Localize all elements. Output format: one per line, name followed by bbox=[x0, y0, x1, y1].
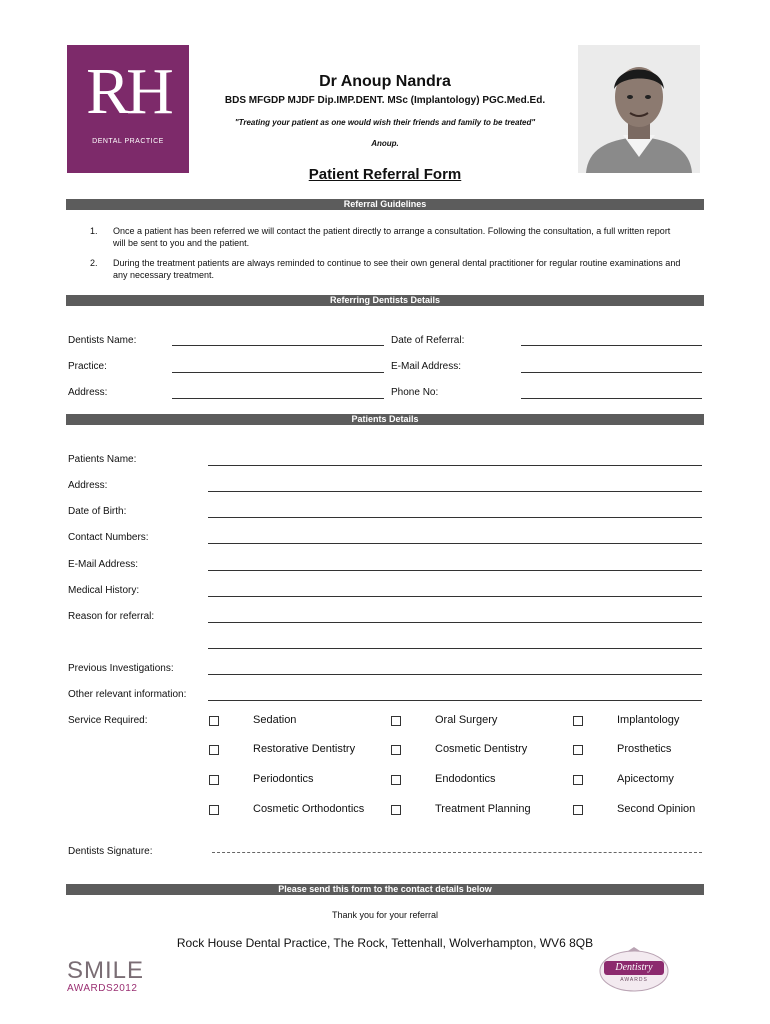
restorative-dentistry-label: Restorative Dentistry bbox=[253, 743, 356, 755]
dentist-address-field[interactable] bbox=[172, 398, 384, 399]
treatment-planning-checkbox[interactable] bbox=[391, 805, 401, 815]
cosmetic-dentistry-label: Cosmetic Dentistry bbox=[435, 743, 528, 755]
dentistry-awards-sub: AWARDS bbox=[620, 977, 648, 983]
logo-letters: RH bbox=[86, 55, 170, 128]
prosthetics-label: Prosthetics bbox=[617, 743, 672, 755]
guideline-2-number: 2. bbox=[90, 258, 98, 268]
patient-name-label: Patients Name: bbox=[68, 454, 137, 465]
other-info-label: Other relevant information: bbox=[68, 689, 187, 700]
prosthetics-checkbox[interactable] bbox=[573, 745, 583, 755]
other-info-field[interactable] bbox=[208, 700, 702, 701]
practice-address: Rock House Dental Practice, The Rock, Tettenhall, Wolverhampton, WV6 8QB bbox=[176, 936, 594, 950]
thank-you-note: Thank you for your referral bbox=[331, 910, 439, 920]
previous-investigations-field[interactable] bbox=[208, 674, 702, 675]
dentist-email-field[interactable] bbox=[521, 372, 702, 373]
contact-numbers-field[interactable] bbox=[208, 543, 702, 544]
endodontics-label: Endodontics bbox=[435, 773, 496, 785]
dentistry-awards-word: Dentistry bbox=[615, 962, 653, 973]
cosmetic-dentistry-checkbox[interactable] bbox=[391, 745, 401, 755]
dentist-email-label: E-Mail Address: bbox=[391, 361, 462, 372]
signature-field[interactable] bbox=[212, 852, 702, 853]
dob-field[interactable] bbox=[208, 517, 702, 518]
patient-email-label: E-Mail Address: bbox=[68, 559, 139, 570]
guideline-2-text: During the treatment patients are always reminded to continue to see their own general dental practitioner for regular routine examinations and any necessary treatment. bbox=[113, 258, 681, 280]
practice-quote: "Treating your patient as one would wish their friends and family to be treated" bbox=[234, 118, 536, 127]
treatment-planning-label: Treatment Planning bbox=[435, 803, 531, 815]
cosmetic-orthodontics-checkbox[interactable] bbox=[209, 805, 219, 815]
reason-field-line-1[interactable] bbox=[208, 622, 702, 623]
phone-field[interactable] bbox=[521, 398, 702, 399]
periodontics-label: Periodontics bbox=[253, 773, 314, 785]
dob-label: Date of Birth: bbox=[68, 506, 127, 517]
date-of-referral-label: Date of Referral: bbox=[391, 335, 465, 346]
patient-address-field[interactable] bbox=[208, 491, 702, 492]
date-of-referral-field[interactable] bbox=[521, 345, 702, 346]
dentist-address-label: Address: bbox=[68, 387, 108, 398]
patient-address-label: Address: bbox=[68, 480, 108, 491]
practice-field[interactable] bbox=[172, 372, 384, 373]
patient-email-field[interactable] bbox=[208, 570, 702, 571]
dentistry-awards-logo bbox=[598, 947, 670, 993]
phone-label: Phone No: bbox=[391, 387, 439, 398]
service-required-label: Service Required: bbox=[68, 715, 148, 726]
implantology-checkbox[interactable] bbox=[573, 716, 583, 726]
guideline-1-number: 1. bbox=[90, 226, 98, 236]
practice-logo bbox=[67, 45, 189, 173]
dentist-photo bbox=[578, 45, 700, 173]
endodontics-checkbox[interactable] bbox=[391, 775, 401, 785]
medical-history-field[interactable] bbox=[208, 596, 702, 597]
dentists-name-field[interactable] bbox=[172, 345, 384, 346]
contact-numbers-label: Contact Numbers: bbox=[68, 532, 149, 543]
quote-signoff: Anoup. bbox=[371, 139, 399, 148]
apicectomy-checkbox[interactable] bbox=[573, 775, 583, 785]
send-form-bar: Please send this form to the contact details below bbox=[66, 884, 704, 895]
guideline-1-text: Once a patient has been referred we will contact the patient directly to arrange a consultation. Following the consultation, a full written report will be sent to you and the patient. bbox=[113, 226, 671, 248]
medical-history-label: Medical History: bbox=[68, 585, 140, 596]
dentist-name: Dr Anoup Nandra bbox=[319, 73, 451, 90]
form-title: Patient Referral Form bbox=[308, 166, 462, 183]
periodontics-checkbox[interactable] bbox=[209, 775, 219, 785]
patients-heading: Patients Details bbox=[66, 414, 704, 425]
smile-awards-year: AWARDS2012 bbox=[67, 983, 138, 994]
sedation-label: Sedation bbox=[253, 714, 297, 726]
signature-label: Dentists Signature: bbox=[68, 846, 153, 857]
reason-label: Reason for referral: bbox=[68, 611, 155, 622]
reason-field-line-2[interactable] bbox=[208, 648, 702, 649]
implantology-label: Implantology bbox=[617, 714, 680, 726]
smile-awards-logo bbox=[67, 955, 157, 995]
previous-investigations-label: Previous Investigations: bbox=[68, 663, 174, 674]
dentists-name-label: Dentists Name: bbox=[68, 335, 137, 346]
practice-label: Practice: bbox=[68, 361, 107, 372]
logo-subtitle: DENTAL PRACTICE bbox=[92, 138, 164, 145]
oral-surgery-checkbox[interactable] bbox=[391, 716, 401, 726]
oral-surgery-label: Oral Surgery bbox=[435, 714, 498, 726]
apicectomy-label: Apicectomy bbox=[617, 773, 674, 785]
guidelines-heading: Referral Guidelines bbox=[66, 199, 704, 210]
cosmetic-orthodontics-label: Cosmetic Orthodontics bbox=[253, 803, 365, 815]
sedation-checkbox[interactable] bbox=[209, 716, 219, 726]
second-opinion-checkbox[interactable] bbox=[573, 805, 583, 815]
dentist-qualifications: BDS MFGDP MJDF Dip.IMP.DENT. MSc (Implantology) PGC.Med.Ed. bbox=[224, 95, 546, 106]
smile-awards-word: SMILE bbox=[67, 957, 145, 984]
restorative-dentistry-checkbox[interactable] bbox=[209, 745, 219, 755]
patient-name-field[interactable] bbox=[208, 465, 702, 466]
referring-heading: Referring Dentists Details bbox=[66, 295, 704, 306]
second-opinion-label: Second Opinion bbox=[617, 803, 696, 815]
